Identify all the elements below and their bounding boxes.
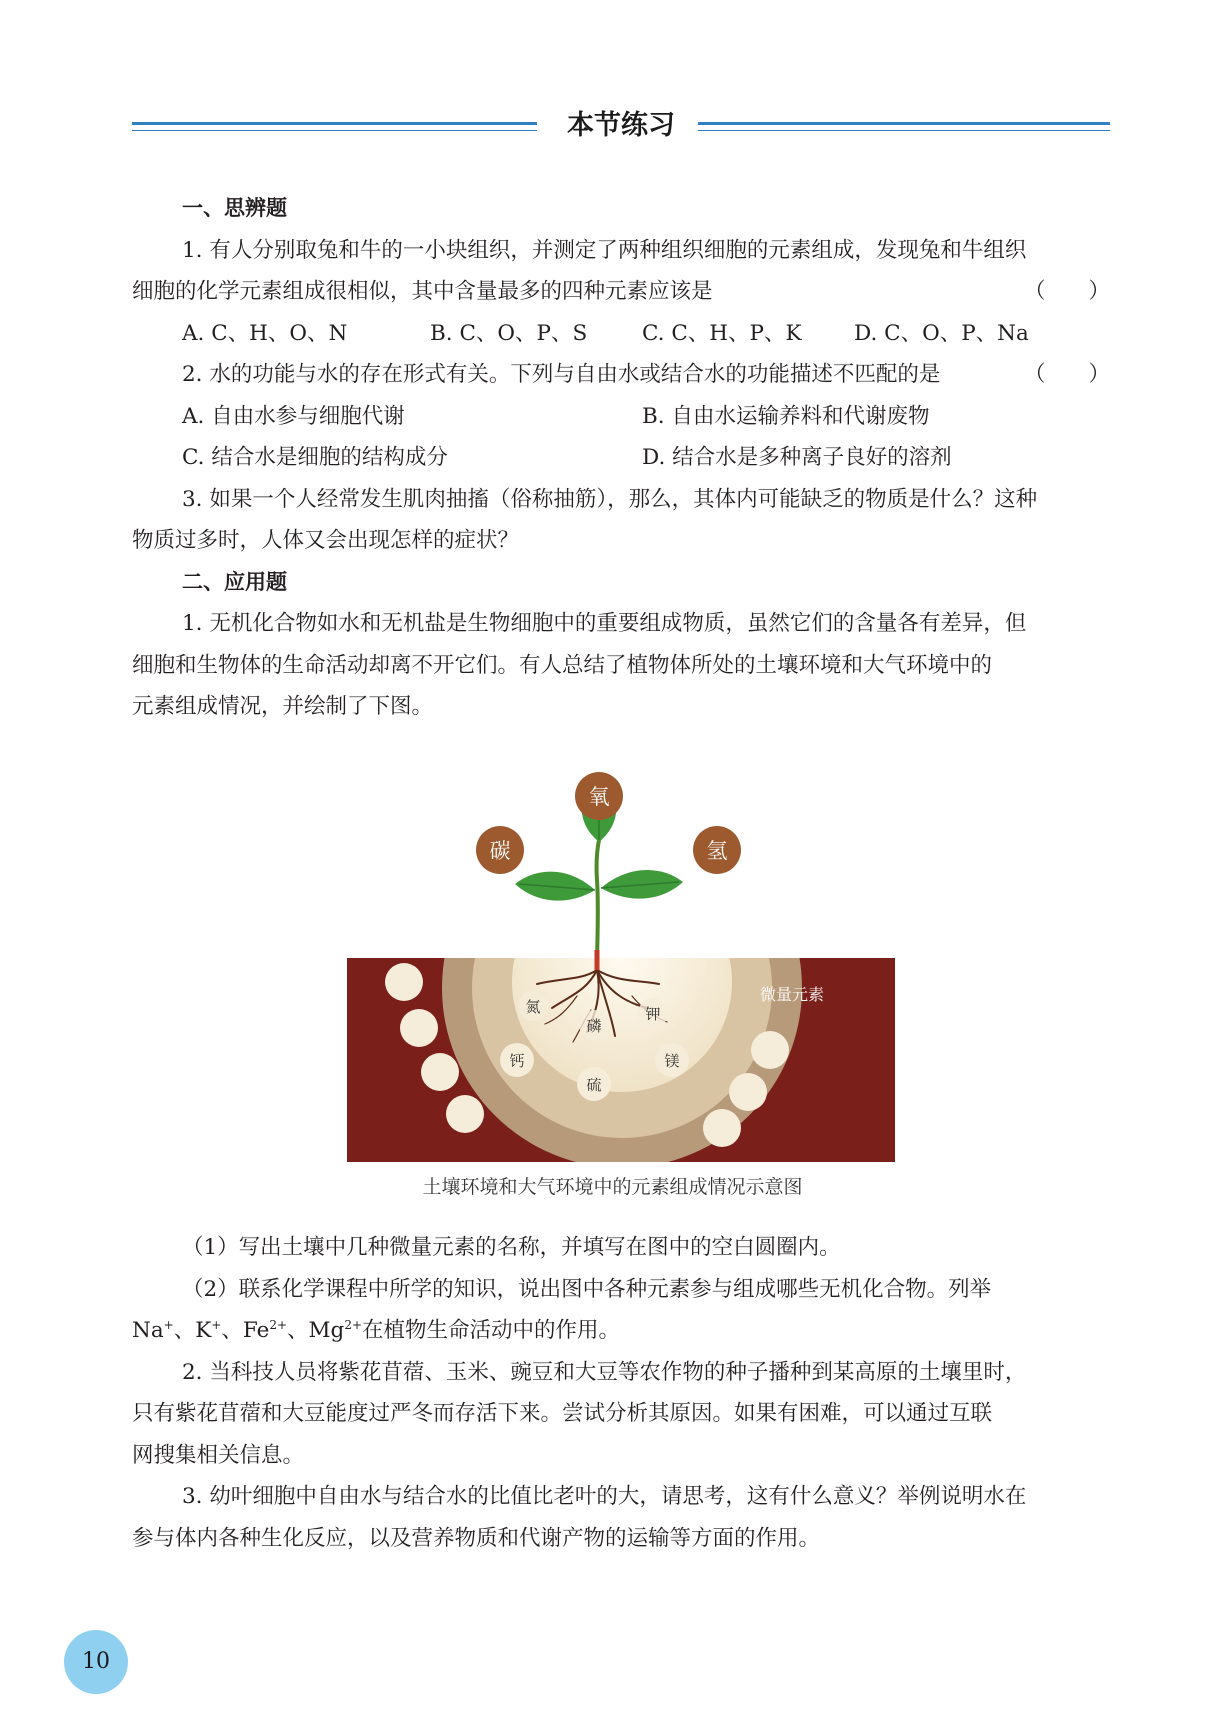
ion-na-charge: + bbox=[163, 1317, 174, 1332]
exercise-part-1 bbox=[132, 188, 1110, 728]
question-text: 网搜集相关信息。 bbox=[132, 1442, 305, 1468]
blank-trace-circle bbox=[421, 1053, 459, 1091]
section-heading: 二、应用题 bbox=[182, 569, 287, 594]
air-element-label: 氢 bbox=[706, 839, 728, 863]
question-text: 只有紫花苜蓿和大豆能度过严冬而存活下来。尝试分析其原因。如果有困难，可以通过互联 bbox=[132, 1401, 993, 1426]
ion-k-charge: + bbox=[211, 1317, 222, 1332]
soil-element-label: 钾 bbox=[645, 1005, 661, 1023]
option-d: D. 结合水是多种离子良好的溶剂 bbox=[642, 445, 952, 470]
element-diagram bbox=[347, 770, 895, 1162]
ion-mg-charge: 2+ bbox=[344, 1317, 363, 1332]
question-text: 3. 幼叶细胞中自由水与结合水的比值比老叶的大，请思考，这有什么意义？举例说明水在 bbox=[182, 1484, 1027, 1509]
ion-fe-charge: 2+ bbox=[269, 1317, 288, 1332]
question-text: 细胞的化学元素组成很相似，其中含量最多的四种元素应该是 bbox=[132, 279, 713, 304]
answer-blank: （ ） bbox=[1023, 279, 1110, 304]
blank-trace-circle bbox=[400, 1009, 438, 1047]
question-text: 元素组成情况，并绘制了下图。 bbox=[132, 694, 434, 719]
options-row bbox=[132, 437, 1110, 479]
header-rule-right bbox=[698, 122, 1110, 131]
subquestion-text: （2）联系化学课程中所学的知识，说出图中各种元素参与组成哪些无机化合物。列举 bbox=[182, 1276, 992, 1302]
soil-element-label: 氮 bbox=[525, 998, 541, 1016]
blank-trace-circle bbox=[385, 963, 423, 1001]
blank-trace-circle bbox=[703, 1109, 741, 1147]
question-text: 1. 无机化合物如水和无机盐是生物细胞中的重要组成物质，虽然它们的含量各有差异，但 bbox=[182, 611, 1027, 636]
option-c: C. 结合水是细胞的结构成分 bbox=[182, 445, 448, 470]
option-a: A. 自由水参与细胞代谢 bbox=[182, 403, 405, 429]
subquestion-text: （1）写出土壤中几种微量元素的名称，并填写在图中的空白圆圈内。 bbox=[182, 1235, 841, 1260]
question-text: 2. 水的功能与水的存在形式有关。下列与自由水或结合水的功能描述不匹配的是 bbox=[182, 362, 941, 387]
blank-trace-circle bbox=[729, 1073, 767, 1111]
page-title: 本节练习 bbox=[567, 110, 675, 141]
page-number: 10 bbox=[64, 1630, 128, 1694]
blank-trace-circle bbox=[446, 1095, 484, 1133]
question-text: 2. 当科技人员将紫花苜蓿、玉米、豌豆和大豆等农作物的种子播种到某高原的土壤里时， bbox=[182, 1359, 1027, 1385]
option-d: D. C、O、P、Na bbox=[854, 320, 1029, 346]
subquestion-text-line: Na+、K+、$Fe^{2+}$、$Mg^{2+}$在植物生命活动中的作用。 bbox=[132, 1317, 621, 1343]
soil-element-label: 硫 bbox=[586, 1076, 602, 1094]
ion-fe: Fe bbox=[242, 1318, 270, 1343]
section-heading: 一、思辨题 bbox=[182, 196, 287, 220]
question-text-line bbox=[132, 271, 1110, 313]
question-text: 物质过多时，人体又会出现怎样的症状？ bbox=[132, 528, 520, 553]
ion-na: Na bbox=[132, 1318, 164, 1343]
soil-element-label: 镁 bbox=[664, 1052, 680, 1070]
soil-element-label: 钙 bbox=[509, 1052, 525, 1070]
subquestion-text: 在植物生命活动中的作用。 bbox=[362, 1318, 621, 1343]
ion-k: K bbox=[195, 1318, 212, 1343]
question-text: 3. 如果一个人经常发生肌肉抽搐（俗称抽筋），那么，其体内可能缺乏的物质是什么？这种 bbox=[182, 486, 1038, 512]
exercise-part-2 bbox=[132, 1227, 1110, 1559]
question-text-line bbox=[132, 354, 1110, 396]
answer-blank: （ ） bbox=[1023, 362, 1110, 387]
question-text: 参与体内各种生化反应，以及营养物质和代谢产物的运输等方面的作用。 bbox=[132, 1525, 821, 1551]
soil-element-label: 磷 bbox=[586, 1017, 602, 1035]
option-b: B. C、O、P、S bbox=[430, 320, 588, 346]
question-text: 1. 有人分别取兔和牛的一小块组织，并测定了两种组织细胞的元素组成，发现兔和牛组织 bbox=[182, 237, 1027, 263]
option-a: A. C、H、O、N bbox=[182, 320, 348, 346]
ion-mg: Mg bbox=[308, 1318, 345, 1343]
question-text: 细胞和生物体的生命活动却离不开它们。有人总结了植物体所处的土壤环境和大气环境中的 bbox=[132, 652, 993, 678]
figure-caption: 土壤环境和大气环境中的元素组成情况示意图 bbox=[422, 1176, 803, 1198]
section-header bbox=[132, 108, 1110, 148]
blank-trace-circle bbox=[751, 1031, 789, 1069]
option-c: C. C、H、P、K bbox=[642, 320, 802, 346]
options-row bbox=[132, 313, 1110, 355]
air-element-label: 氧 bbox=[588, 785, 610, 809]
trace-element-label: 微量元素 bbox=[759, 985, 825, 1004]
options-row bbox=[132, 396, 1110, 438]
air-element-label: 碳 bbox=[489, 839, 511, 863]
option-b: B. 自由水运输养料和代谢废物 bbox=[642, 403, 930, 429]
